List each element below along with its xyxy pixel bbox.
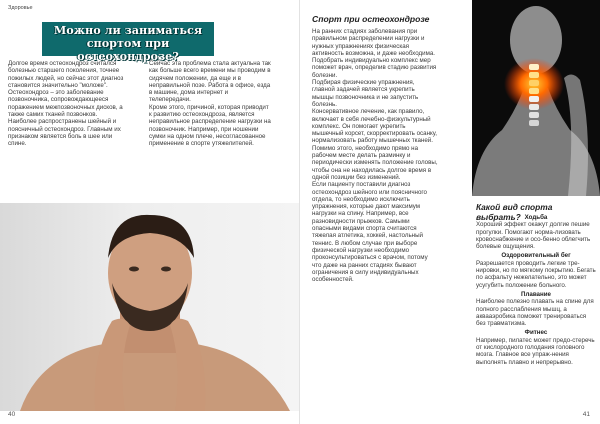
paragraph: Кроме этого, причиной, которая приводит к развитию остеохондроза, является неправильное распределение нагрузки на позвоночник. Например, при ношении сумки на одном плече, несогласованное применение в спорте утяжелителей. <box>149 103 271 148</box>
article-title-box <box>42 22 214 63</box>
paragraph: Если пациенту поставили диагноз остеохондроз шейного или поясничного отдела, то необходимо исключить упражнения, которые дают максимум нагрузки на спину. Например, все разновидности прыжков. Самыми опасными видами спорта считаются тяжелая атлетика, хоккей, настольный теннис. В любом случае при выборе физической нагрузки необходимо проконсультироваться с врачом, потому что даже на ранних стадиях бывают ограничения в силу индивидуальных особенностей. <box>312 181 428 284</box>
sport-name: Фитнес <box>524 329 548 337</box>
sport-item <box>476 252 596 288</box>
sport-name: Ходьба <box>524 214 548 221</box>
choose-sport-heading: Какой вид спорта выбрать? <box>476 202 553 222</box>
sport-item <box>476 214 596 250</box>
paragraph: Консервативное лечение, как правило, включает в себя лечебно-физкультурный комплекс. Он помогает укрепить мышечный корсет, скорректировать осанку, нормализовать работу мышечных тканей. Помимо этого, необходимо прямо на рабочем месте делать разминку и периодически изменять положение головы, чтобы она не находилась долгое время в одной позиции без изменений. <box>312 108 438 181</box>
sport-name: Оздоровительный бег <box>501 252 571 260</box>
article-title-line2: остеохондрозе? <box>77 49 179 63</box>
right-column-text <box>312 28 438 283</box>
sport-item <box>476 291 596 327</box>
paragraph: Сейчас эта проблема стала актуальна так как больше всего времени мы проводим в сидячем положении, да еще и в неправильной позе. Работа в офисе, езда в машине, дома интернет и телепередачи. <box>149 60 271 104</box>
sport-description: Наиболее полезно плавать на спине для полного расслабления мышц, а аквааэробика поможет тренироваться без травматизма. <box>476 298 594 328</box>
man-neck-pain-photo <box>0 203 300 411</box>
sport-osteochondrosis-heading: Спорт при остеохондрозе <box>312 14 430 24</box>
sport-description: Например, пилатес может предо-стеречь от кислородного голодания головного мозга. Главное все упраж-нения выполнять плавно и непрерывно. <box>476 336 595 366</box>
section-label: Здоровье <box>8 5 33 11</box>
right-page <box>300 0 600 424</box>
paragraph: Наиболее распространены шейный и поясничный остеохондроз. Главным их признаком является боль в шее или спине. <box>8 118 121 148</box>
page-number-left: 40 <box>8 411 16 418</box>
page-number-right: 41 <box>582 411 590 418</box>
sports-list <box>476 213 596 368</box>
paragraph: Остеохондроз – это заболевание позвоночника, сопровождающееся поражением межпозвоночных дисков, а также самих тканей позвонков. <box>8 89 123 119</box>
paragraph: На ранних стадиях заболевания при правильном распределении нагрузки и нужных упражнениях физическая активность возможна, и даже необходима. Подобрать индивидуально комплекс мер поможет врач, определив стадию развития болезни. <box>312 28 437 79</box>
middle-column-text <box>149 60 271 148</box>
spine-xray-photo <box>472 0 600 196</box>
sport-item <box>476 329 596 365</box>
sport-description: Разрешается проводить легкие тре-нировки, но по мягкому покрытию. Бегать по асфальту нежелательно, это может усугубить положение больного. <box>476 259 596 289</box>
paragraph: Подбирая физические упражнения, главной задачей является укрепить мышцы позвоночника и не запустить болезнь. <box>312 79 419 108</box>
sport-description: Хороший эффект окажут долгие пешие прогулки. Помогают норма-лизовать кровоснабжение и осо-бенно облегчить болевые ощущения. <box>476 221 591 251</box>
left-column-text <box>8 60 128 148</box>
paragraph: Долгое время остеохондроз считался болезнью старшего поколения, точнее пожилых людей, но сейчас этот диагноз становится значительно "моложе". <box>8 60 124 89</box>
sport-name: Плавание <box>521 290 551 298</box>
article-title-line1: Можно ли заниматься спортом при <box>53 23 203 50</box>
